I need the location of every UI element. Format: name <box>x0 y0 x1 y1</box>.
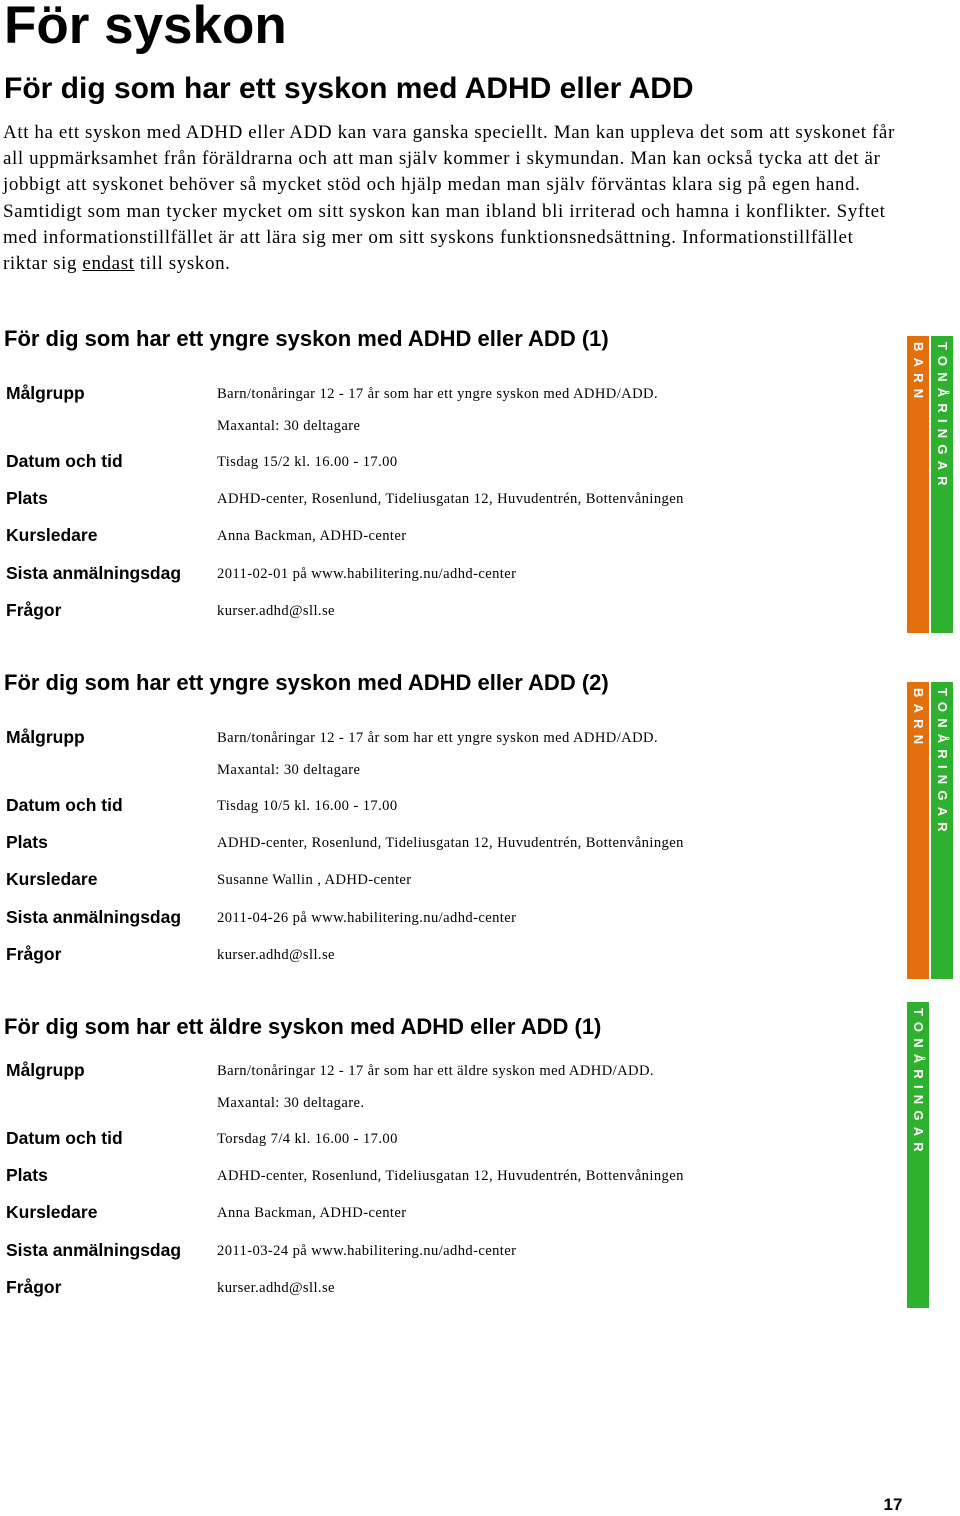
label-datetime: Datum och tid <box>6 451 123 471</box>
value-capacity: Maxantal: 30 deltagare. <box>217 1095 365 1111</box>
label-deadline: Sista anmälningsdag <box>6 563 182 583</box>
course-row-place <box>0 1161 880 1191</box>
course-row-questions <box>0 940 880 970</box>
course-heading: För dig som har ett yngre syskon med ADHD eller ADD (2) <box>4 670 609 695</box>
value-leader: Anna Backman, ADHD-center <box>217 1205 407 1221</box>
value-leader: Susanne Wallin , ADHD-center <box>217 872 412 888</box>
course-heading: För dig som har ett äldre syskon med ADHD eller ADD (1) <box>4 1014 602 1039</box>
label-place: Plats <box>6 832 48 852</box>
label-questions: Frågor <box>6 1277 62 1297</box>
tab-teens <box>931 336 953 633</box>
value-capacity: Maxantal: 30 deltagare <box>217 418 361 434</box>
label-questions: Frågor <box>6 944 62 964</box>
value-deadline: 2011-02-01 på www.habilitering.nu/adhd-center <box>217 566 517 582</box>
value-place: ADHD-center, Rosenlund, Tideliusgatan 12, Huvudentrén, Bottenvåningen <box>217 491 684 507</box>
tab-teens <box>931 682 953 979</box>
course-row-leader <box>0 521 880 551</box>
label-target: Målgrupp <box>6 1060 85 1080</box>
course-heading: För dig som har ett yngre syskon med ADHD eller ADD (1) <box>4 326 609 351</box>
tab-children-label: BARN <box>911 342 926 405</box>
page-number: 17 <box>883 1495 903 1514</box>
course-row-leader <box>0 865 880 895</box>
course-row-leader <box>0 1198 880 1228</box>
value-deadline: 2011-04-26 på www.habilitering.nu/adhd-center <box>217 910 517 926</box>
course-row-deadline <box>0 903 880 933</box>
label-target: Målgrupp <box>6 383 85 403</box>
value-target: Barn/tonåringar 12 - 17 år som har ett yngre syskon med ADHD/ADD. <box>217 386 659 402</box>
intro-text: Att ha ett syskon med ADHD eller ADD kan vara ganska speciellt. Man kan uppleva det som att syskonet får all uppmärksamhet från föräldrarna och att man själv kommer i skymundan. Man kan också tycka att det är jobbigt att syskonet behöver så mycket stöd och hjälp medan man själv förväntas klara sig på egen hand. Samtidigt som man tycker mycket om sitt syskon kan man ibland bli irriterad och hamna i konflikter. Syftet med informationstillfället är att lära sig mer om sitt syskons funktionsnedsättning. Informationstillfället riktar sig <box>3 122 895 275</box>
intro-text-end: till syskon. <box>134 253 231 275</box>
label-leader: Kursledare <box>6 869 98 889</box>
course-row-target <box>0 723 880 753</box>
label-deadline: Sista anmälningsdag <box>6 907 182 927</box>
tab-teens-label: TONÅRINGAR <box>911 1008 926 1158</box>
label-deadline: Sista anmälningsdag <box>6 1240 182 1260</box>
course-row-datetime <box>0 447 880 477</box>
value-deadline: 2011-03-24 på www.habilitering.nu/adhd-center <box>217 1243 517 1259</box>
value-target: Barn/tonåringar 12 - 17 år som har ett yngre syskon med ADHD/ADD. <box>217 730 659 746</box>
course-row-datetime <box>0 791 880 821</box>
course-row-questions <box>0 596 880 626</box>
value-datetime: Torsdag 7/4 kl. 16.00 - 17.00 <box>217 1131 398 1147</box>
value-place: ADHD-center, Rosenlund, Tideliusgatan 12, Huvudentrén, Bottenvåningen <box>217 1168 684 1184</box>
label-datetime: Datum och tid <box>6 795 123 815</box>
label-datetime: Datum och tid <box>6 1128 123 1148</box>
value-datetime: Tisdag 10/5 kl. 16.00 - 17.00 <box>217 798 398 814</box>
page-title: För syskon <box>4 0 287 55</box>
course-row-deadline <box>0 1236 880 1266</box>
tab-teens-label: TONÅRINGAR <box>935 342 950 492</box>
intro-underlined-word: endast <box>82 253 135 275</box>
course-row-datetime <box>0 1124 880 1154</box>
tab-children <box>907 336 929 633</box>
course-row-place <box>0 484 880 514</box>
course-row-place <box>0 828 880 858</box>
tab-children <box>907 682 929 979</box>
label-questions: Frågor <box>6 600 62 620</box>
value-leader: Anna Backman, ADHD-center <box>217 528 407 544</box>
label-place: Plats <box>6 488 48 508</box>
label-place: Plats <box>6 1165 48 1185</box>
intro-heading: För dig som har ett syskon med ADHD eller ADD <box>4 72 694 105</box>
value-place: ADHD-center, Rosenlund, Tideliusgatan 12, Huvudentrén, Bottenvåningen <box>217 835 684 851</box>
label-leader: Kursledare <box>6 1202 98 1222</box>
course-row-deadline <box>0 559 880 589</box>
tab-teens <box>907 1002 929 1308</box>
value-datetime: Tisdag 15/2 kl. 16.00 - 17.00 <box>217 454 398 470</box>
value-questions: kurser.adhd@sll.se <box>217 603 335 619</box>
label-target: Målgrupp <box>6 727 85 747</box>
tab-children-label: BARN <box>911 688 926 751</box>
course-row-target <box>0 379 880 409</box>
course-row-target <box>0 1056 880 1086</box>
value-capacity: Maxantal: 30 deltagare <box>217 762 361 778</box>
tab-teens-label: TONÅRINGAR <box>935 688 950 838</box>
course-row-questions <box>0 1273 880 1303</box>
value-questions: kurser.adhd@sll.se <box>217 1280 335 1296</box>
value-questions: kurser.adhd@sll.se <box>217 947 335 963</box>
value-target: Barn/tonåringar 12 - 17 år som har ett äldre syskon med ADHD/ADD. <box>217 1063 654 1079</box>
intro-paragraph <box>3 120 903 277</box>
label-leader: Kursledare <box>6 525 98 545</box>
